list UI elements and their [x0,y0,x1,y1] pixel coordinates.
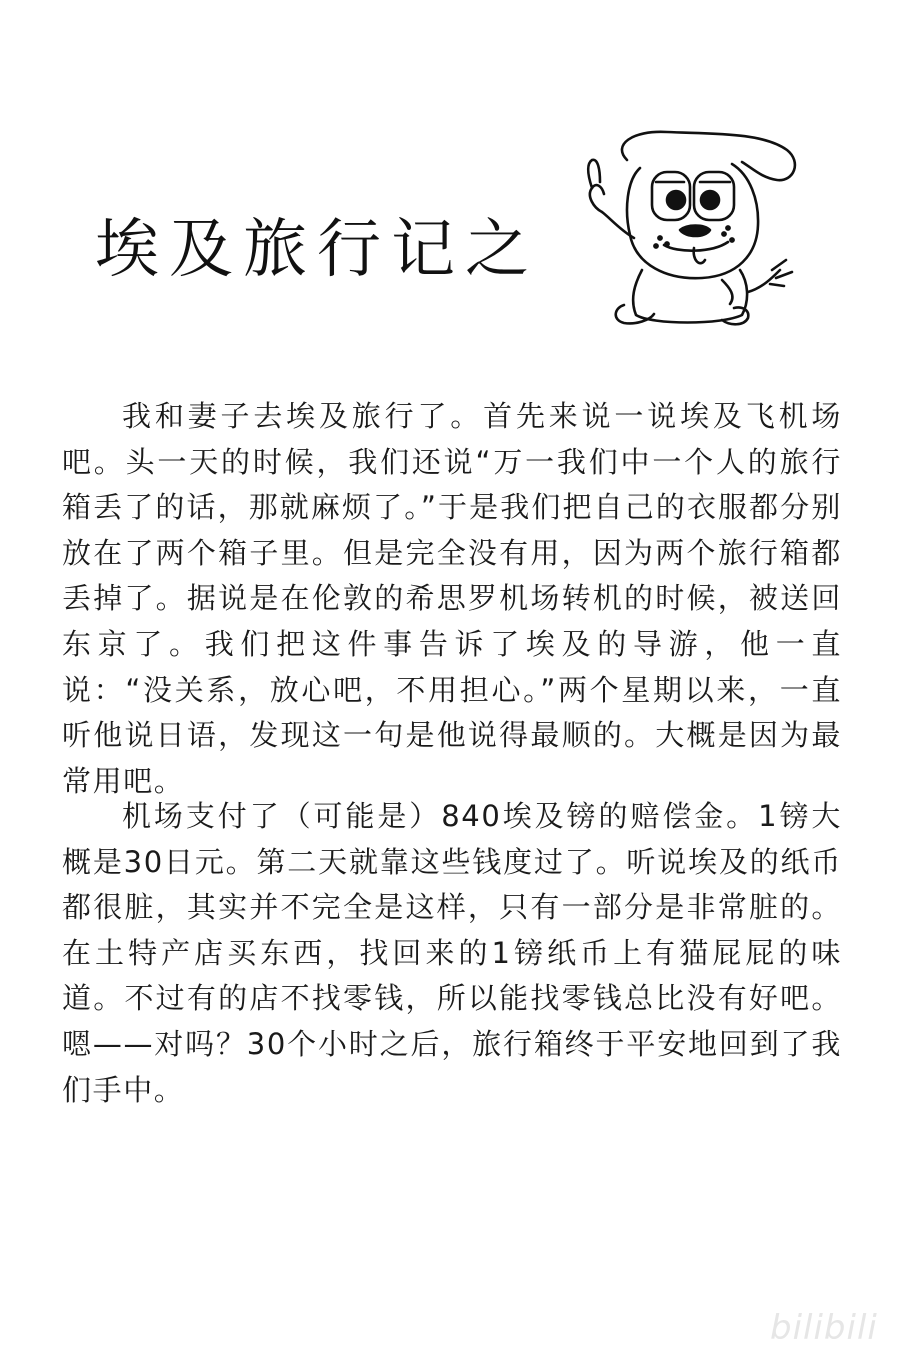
paragraph-2: 机场支付了（可能是）840埃及镑的赔偿金。1镑大概是30日元。第二天就靠这些钱度过了。听说埃及的纸币都很脏，其实并不完全是这样，只有一部分是非常脏的。在土特产店买东西，找回来的1镑纸币上有猫屁屁的味道。不过有的店不找零钱，所以能找零钱总比没有好吧。嗯——对吗？30个小时之后，旅行箱终于平安地回到了我们手中。 [62,799,842,1107]
cartoon-dog-pointing-icon [572,120,802,330]
paragraph-1: 我和妻子去埃及旅行了。首先来说一说埃及飞机场吧。头一天的时候，我们还说“万一我们中一个人的旅行箱丢了的话，那就麻烦了。”于是我们把自己的衣服都分别放在了两个箱子里。但是完全没有用，因为两个旅行箱都丢掉了。据说是在伦敦的希思罗机场转机的时候，被送回东京了。我们把这件事告诉了埃及的导游，他一直说：“没关系，放心吧，不用担心。”两个星期以来，一直听他说日语，发现这一句是他说得最顺的。大概是因为最常用吧。 [62,399,842,798]
watermark: bilibili [770,1308,878,1348]
page-title: 埃及旅行记之 [95,213,539,287]
